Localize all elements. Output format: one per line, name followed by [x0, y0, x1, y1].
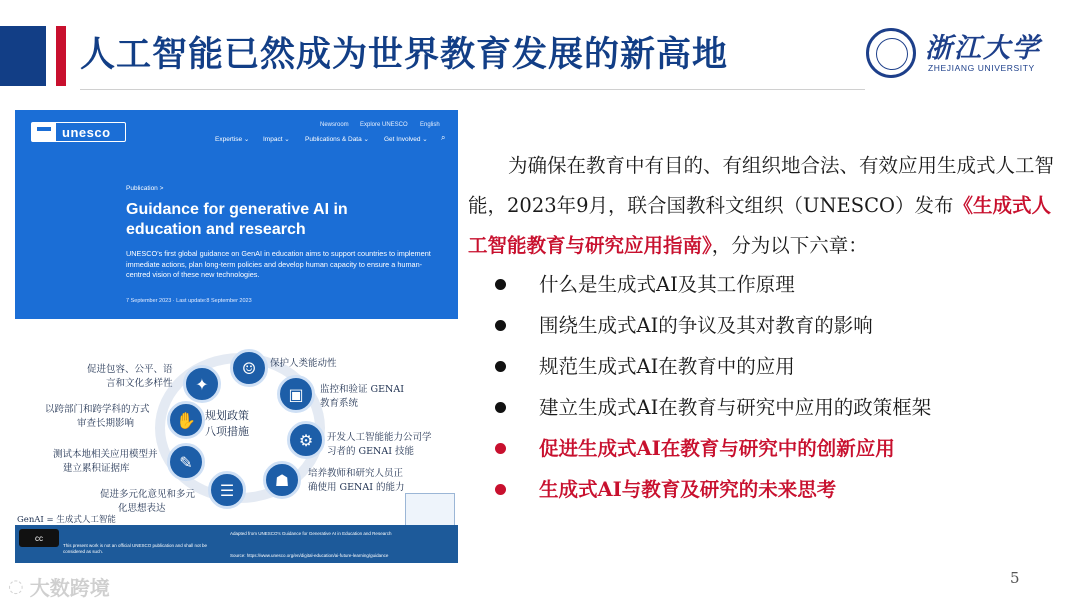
bullet-icon: [495, 484, 506, 495]
diversity-icon: ✦: [183, 365, 221, 403]
measure-4-line-1: 以跨部门和跨学科的方式: [45, 404, 150, 415]
measure-8-line-2: 化思想表达: [118, 503, 166, 514]
teacher-training-icon: ☗: [263, 461, 301, 499]
chapter-text: 建立生成式AI在教育与研究中应用的政策框架: [539, 396, 932, 419]
evidence-icon: ✎: [167, 443, 205, 481]
footer-disclaimer: This present work is not an official UNESCO publication and shall not be considered as such.: [63, 543, 207, 554]
bullet-icon: [495, 361, 506, 372]
measure-6-line-1: 测试本地相关应用模型并: [53, 449, 158, 460]
intro-paragraph: [468, 146, 1068, 266]
monitor-icon: ▣: [277, 375, 315, 413]
chapter-text: 促进生成式AI在教育与研究中的创新应用: [539, 437, 895, 460]
header-accent-blue: [0, 26, 46, 86]
watermark-text: 大数跨境: [29, 576, 110, 600]
bullet-icon: [495, 402, 506, 413]
measure-7-line-2: 确使用 GENAI 的能力: [308, 482, 405, 493]
list-item: [493, 264, 1073, 305]
measure-1-line-2: 言和文化多样性: [106, 378, 173, 389]
unesco-temple-icon: [32, 123, 56, 141]
measure-6: [53, 448, 158, 476]
bullet-icon: [495, 320, 506, 331]
publication-description: UNESCO's first global guidance on GenAI in education aims to support countries to implement immediate actions, plan long-term policies and develop human capacity to ensure a human-centred vision of these new technologies.: [126, 249, 431, 279]
chapter-list: [493, 264, 1073, 510]
measure-7: [308, 467, 405, 495]
chapter-text: 什么是生成式AI及其工作原理: [539, 273, 795, 296]
center-line-2: 八项措施: [205, 425, 249, 438]
pluralism-icon: ☰: [208, 471, 246, 509]
watermark: [8, 572, 110, 601]
publication-date: 7 September 2023 · Last update:8 September 2023: [126, 298, 252, 304]
nav-impact: Impact ⌄: [263, 136, 290, 143]
genai-note: GenAI = 生成式人工智能: [17, 515, 116, 525]
list-item: [493, 469, 1073, 510]
university-name-en: ZHEJIANG UNIVERSITY: [928, 63, 1035, 73]
university-seal-icon: [866, 28, 916, 78]
watermark-logo-icon: ◌: [8, 576, 24, 597]
footer-source: Source: https://www.unesco.org/en/digital-education/ai-future-learning/guidance: [230, 553, 389, 558]
measure-4-line-2: 审查长期影响: [77, 418, 135, 429]
nav-publications: Publications & Data ⌄: [305, 136, 369, 143]
header-accent-red: [56, 26, 66, 86]
nav-expertise: Expertise ⌄: [215, 136, 250, 143]
measure-5-line-2: 习者的 GENAI 技能: [327, 446, 414, 457]
bullet-icon: [495, 443, 506, 454]
measure-3-line-2: 教育系统: [320, 398, 359, 409]
guidance-title-highlight: 《生成式人工智能教育与研究应用指南》: [468, 194, 1052, 257]
human-agency-icon: ☺: [230, 349, 268, 387]
measure-3: [320, 383, 404, 411]
center-line-1: 规划政策: [205, 409, 249, 422]
list-item: [493, 387, 1073, 428]
intro-text: 为确保在教育中有目的、有组织地合法、有效应用生成式人工智能，2023年9月，联合国教科文组织（UNESCO）发布: [468, 154, 1055, 217]
measure-5: [327, 431, 432, 459]
measure-2-line-1: 保护人类能动性: [270, 358, 337, 369]
publication-label: Publication >: [126, 185, 164, 192]
search-icon: ⌕: [441, 133, 446, 142]
footer-adapted: Adapted from UNESCO's Guidance for Generative AI in Education and Research: [230, 531, 392, 536]
slide-title: 人工智能已然成为世界教育发展的新高地: [80, 35, 729, 75]
chapter-text: 生成式AI与教育及研究的未来思考: [539, 478, 837, 501]
top-link-language: English: [420, 122, 440, 128]
measure-3-line-1: 监控和验证 GENAI: [320, 384, 404, 395]
list-item: [493, 428, 1073, 469]
chapter-text: 规范生成式AI在教育中的应用: [539, 355, 795, 378]
list-item: [493, 305, 1073, 346]
eight-measures-infographic: [15, 343, 458, 563]
measure-1-line-1: 促进包容、公平、语: [87, 364, 173, 375]
university-name: 浙江大学: [925, 33, 1041, 64]
measure-2: [270, 357, 337, 371]
skills-icon: ⚙: [287, 421, 325, 459]
unesco-screenshot: [15, 110, 458, 319]
infographic-center: [205, 408, 249, 440]
measure-6-line-2: 建立累积证据库: [63, 463, 130, 474]
unesco-logo: [31, 122, 126, 142]
intro-tail: ，分为以下六章：: [711, 234, 868, 257]
measure-4: [45, 403, 150, 431]
bullet-icon: [495, 279, 506, 290]
interdisciplinary-icon: ✋: [167, 401, 205, 439]
measure-8-line-1: 促进多元化意见和多元: [100, 489, 196, 500]
page-number: 5: [1010, 569, 1020, 587]
measure-1: [87, 363, 173, 391]
measure-8: [100, 488, 195, 516]
nav-get-involved: Get Involved ⌄: [384, 136, 428, 143]
unesco-logo-text: unesco: [62, 124, 111, 140]
top-link-explore: Explore UNESCO: [360, 122, 408, 128]
cc-license-icon: cc: [19, 529, 59, 547]
list-item: [493, 346, 1073, 387]
title-divider: [80, 89, 865, 90]
measure-7-line-1: 培养教师和研究人员正: [308, 468, 404, 479]
chapter-text: 围绕生成式AI的争议及其对教育的影响: [539, 314, 873, 337]
top-link-newsroom: Newsroom: [320, 122, 349, 128]
measure-5-line-1: 开发人工智能能力公司学: [327, 432, 432, 443]
publication-heading: Guidance for generative AI in education and research: [126, 201, 348, 238]
